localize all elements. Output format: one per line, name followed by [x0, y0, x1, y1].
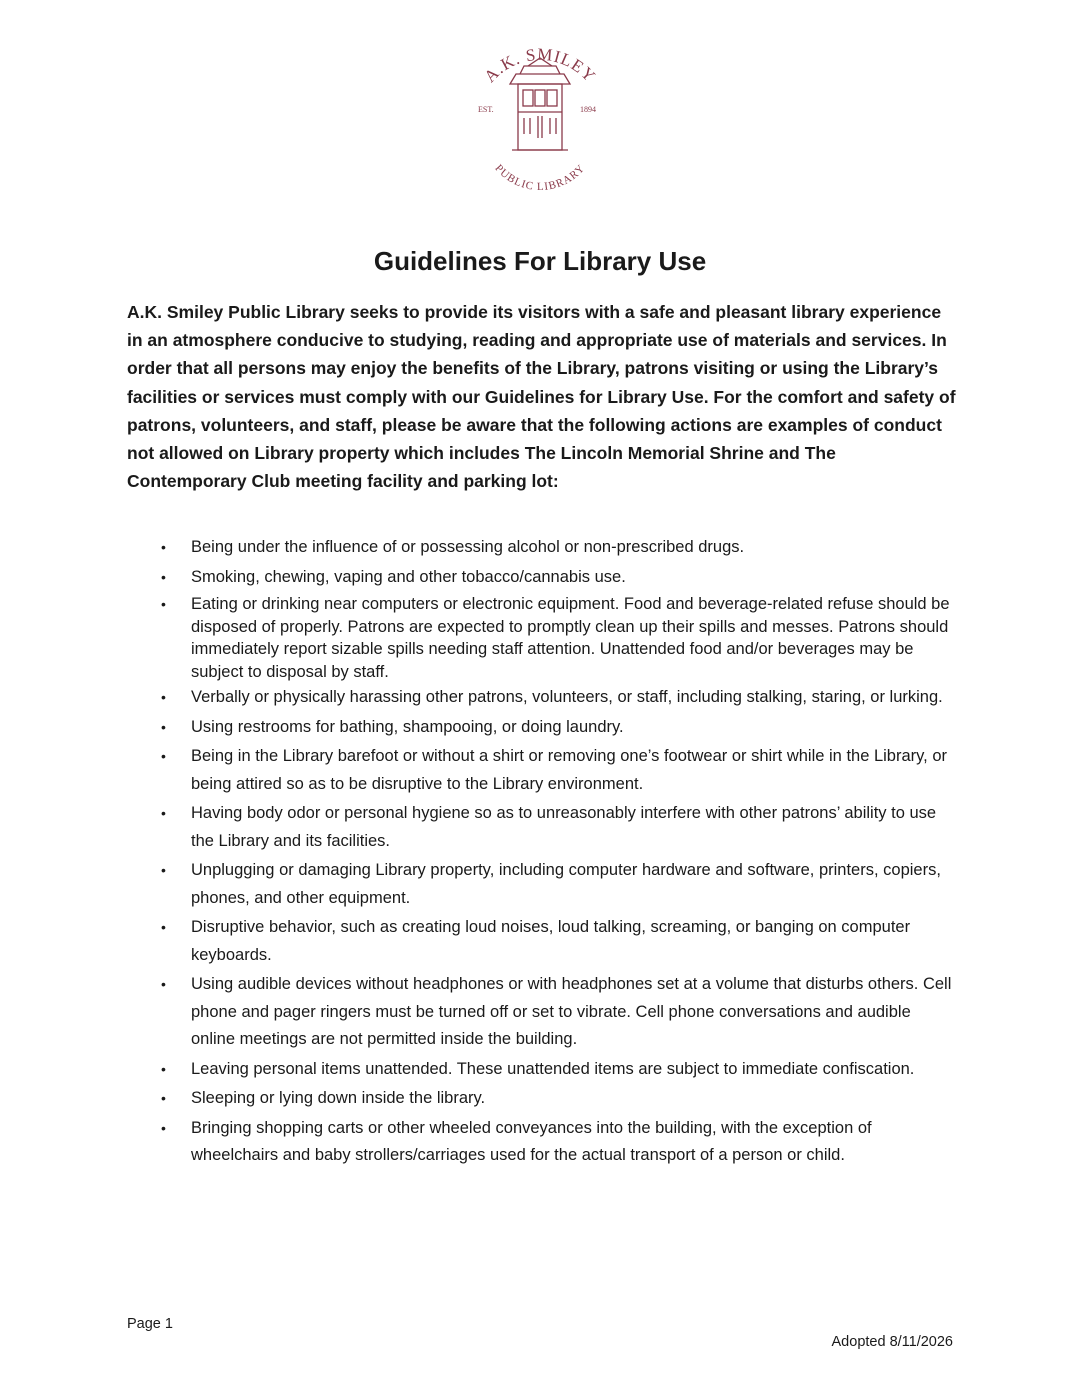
bullet-icon: •: [161, 976, 166, 992]
list-item: • Using restrooms for bathing, shampooing, or doing laundry.: [127, 714, 957, 742]
logo-year: 1894: [580, 105, 596, 114]
list-item: • Being under the influence of or possessing alcohol or non-prescribed drugs.: [127, 534, 957, 562]
bullet-icon: •: [161, 919, 166, 935]
bullet-icon: •: [161, 689, 166, 705]
list-item: • Using audible devices without headphones or with headphones set at a volume that disturbs others. Cell phone and pager ringers must be turned off or set to vibrate. Cell phone conversations and audible online meetings are not permitted inside the building.: [127, 971, 957, 1054]
list-item: • Unplugging or damaging Library property, including computer hardware and software, printers, copiers, phones, and other equipment.: [127, 857, 957, 912]
list-item: • Bringing shopping carts or other wheeled conveyances into the building, with the exception of wheelchairs and baby strollers/carriages used for the actual transport of a person or child.: [127, 1115, 957, 1170]
bullet-icon: •: [161, 1090, 166, 1106]
logo-arc-bottom: PUBLIC LIBRARY: [492, 162, 588, 190]
bullet-icon: •: [161, 1119, 166, 1136]
bullet-icon: •: [161, 805, 166, 821]
list-item: • Having body odor or personal hygiene so as to unreasonably interfere with other patrons’ ability to use the Library and its facilities.: [127, 800, 957, 855]
adopted-date: Adopted 8/11/2026: [831, 1334, 953, 1350]
list-item: • Smoking, chewing, vaping and other tobacco/cannabis use.: [127, 564, 957, 592]
library-logo: [460, 40, 620, 190]
list-item: • Being in the Library barefoot or without a shirt or removing one’s footwear or shirt while in the Library, or being attired so as to be disruptive to the Library environment.: [127, 743, 957, 798]
list-item: • Sleeping or lying down inside the library.: [127, 1085, 957, 1113]
svg-text:PUBLIC LIBRARY: [492, 162, 587, 190]
intro-paragraph: A.K. Smiley Public Library seeks to provide its visitors with a safe and pleasant library experience in an atmosphere conducive to studying, reading and appropriate use of materials and services. In order that all persons may enjoy the benefits of the Library, patrons visiting or using the Library’s facilities or services must comply with our Guidelines for Library Use. For the comfort and safety of patrons, volunteers, and staff, please be aware that the following actions are examples of conduct not allowed on Library property which includes The Lincoln Memorial Shrine and The Contemporary Club meeting facility and parking lot:: [127, 302, 956, 492]
page-title: Guidelines For Library Use: [373, 246, 707, 276]
bullet-icon: •: [161, 1060, 166, 1077]
bullet-icon: •: [161, 718, 166, 735]
logo-arc-top: A.K. SMILEY: [480, 44, 600, 87]
list-item: • Leaving personal items unattended. These unattended items are subject to immediate confiscation.: [127, 1056, 957, 1084]
list-item: • Verbally or physically harassing other patrons, volunteers, or staff, including stalking, staring, or lurking.: [127, 684, 957, 712]
list-item: • Eating or drinking near computers or electronic equipment. Food and beverage-related refuse should be disposed of properly. Patrons are expected to promptly clean up their spills and messes. Patrons should immediately report sizable spills needing staff attention. Unattended food and/or beverages may be subject to disposal by staff.: [161, 595, 950, 681]
bullet-icon: •: [161, 568, 166, 585]
logo-est: EST.: [478, 105, 494, 114]
bullet-icon: •: [161, 539, 166, 555]
list-item: • Disruptive behavior, such as creating loud noises, loud talking, screaming, or banging on computer keyboards.: [127, 914, 957, 969]
bullet-icon: •: [161, 596, 166, 612]
rules-list: [127, 534, 957, 1172]
bullet-icon: •: [161, 748, 166, 764]
bullet-icon: •: [161, 862, 166, 878]
page-number: Page 1: [127, 1316, 173, 1332]
